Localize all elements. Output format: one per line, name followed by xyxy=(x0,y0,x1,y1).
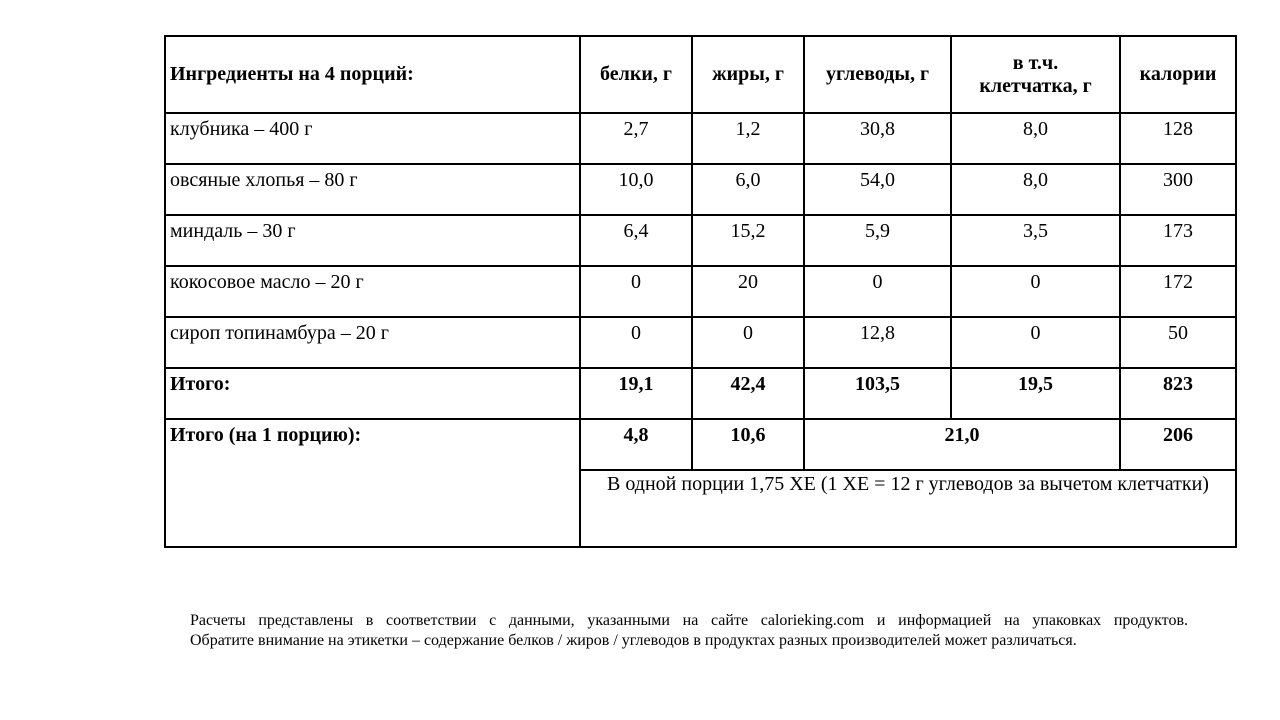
protein-value: 6,4 xyxy=(580,215,692,266)
table-row xyxy=(165,164,1236,215)
header-carbs: углеводы, г xyxy=(804,36,951,113)
total-row xyxy=(165,368,1236,419)
per-portion-protein: 4,8 xyxy=(580,419,692,470)
fiber-value: 3,5 xyxy=(951,215,1120,266)
fat-value: 0 xyxy=(692,317,804,368)
fiber-value: 0 xyxy=(951,266,1120,317)
protein-value: 0 xyxy=(580,266,692,317)
header-fiber-line1: в т.ч. xyxy=(1012,51,1059,74)
ingredient-name: сироп топинамбура – 20 г xyxy=(165,317,580,368)
protein-value: 2,7 xyxy=(580,113,692,164)
total-calories: 823 xyxy=(1120,368,1236,419)
calories-value: 172 xyxy=(1120,266,1236,317)
table-row xyxy=(165,266,1236,317)
ingredient-name: клубника – 400 г xyxy=(165,113,580,164)
footnote-line1: Расчеты представлены в соответствии с данными, указанными на сайте calorieking.com и информацией на упаковках продуктов. xyxy=(190,612,1188,629)
fat-value: 20 xyxy=(692,266,804,317)
table-row xyxy=(165,113,1236,164)
carbs-value: 0 xyxy=(804,266,951,317)
table-row xyxy=(165,317,1236,368)
protein-value: 0 xyxy=(580,317,692,368)
fiber-value: 0 xyxy=(951,317,1120,368)
fat-value: 15,2 xyxy=(692,215,804,266)
ingredient-name: овсяные хлопья – 80 г xyxy=(165,164,580,215)
carbs-value: 12,8 xyxy=(804,317,951,368)
protein-value: 10,0 xyxy=(580,164,692,215)
carbs-value: 5,9 xyxy=(804,215,951,266)
calories-value: 173 xyxy=(1120,215,1236,266)
carbs-value: 54,0 xyxy=(804,164,951,215)
calories-value: 128 xyxy=(1120,113,1236,164)
carbs-value: 30,8 xyxy=(804,113,951,164)
fat-value: 6,0 xyxy=(692,164,804,215)
header-fiber xyxy=(951,36,1120,113)
header-fiber-line2: клетчатка, г xyxy=(979,74,1092,97)
nutrition-table xyxy=(164,35,1237,548)
header-fat: жиры, г xyxy=(692,36,804,113)
header-row xyxy=(165,36,1236,113)
per-portion-fat: 10,6 xyxy=(692,419,804,470)
per-portion-row xyxy=(165,419,1236,470)
fiber-value: 8,0 xyxy=(951,164,1120,215)
header-protein: белки, г xyxy=(580,36,692,113)
total-fat: 42,4 xyxy=(692,368,804,419)
total-carbs: 103,5 xyxy=(804,368,951,419)
ingredient-name: кокосовое масло – 20 г xyxy=(165,266,580,317)
per-portion-label: Итого (на 1 порцию): xyxy=(165,419,580,547)
header-ingredient: Ингредиенты на 4 порций: xyxy=(165,36,580,113)
per-portion-calories: 206 xyxy=(1120,419,1236,470)
total-label: Итого: xyxy=(165,368,580,419)
total-fiber: 19,5 xyxy=(951,368,1120,419)
footnote-line2: Обратите внимание на этикетки – содержание белков / жиров / углеводов в продуктах разных производителей может различаться. xyxy=(190,632,1077,649)
header-calories: калории xyxy=(1120,36,1236,113)
calories-value: 50 xyxy=(1120,317,1236,368)
total-protein: 19,1 xyxy=(580,368,692,419)
table-row xyxy=(165,215,1236,266)
ingredient-name: миндаль – 30 г xyxy=(165,215,580,266)
per-portion-net-carbs: 21,0 xyxy=(804,419,1120,470)
fiber-value: 8,0 xyxy=(951,113,1120,164)
footnote xyxy=(190,611,1188,651)
fat-value: 1,2 xyxy=(692,113,804,164)
bread-unit-note: В одной порции 1,75 ХЕ (1 ХЕ = 12 г углеводов за вычетом клетчатки) xyxy=(580,470,1236,547)
calories-value: 300 xyxy=(1120,164,1236,215)
